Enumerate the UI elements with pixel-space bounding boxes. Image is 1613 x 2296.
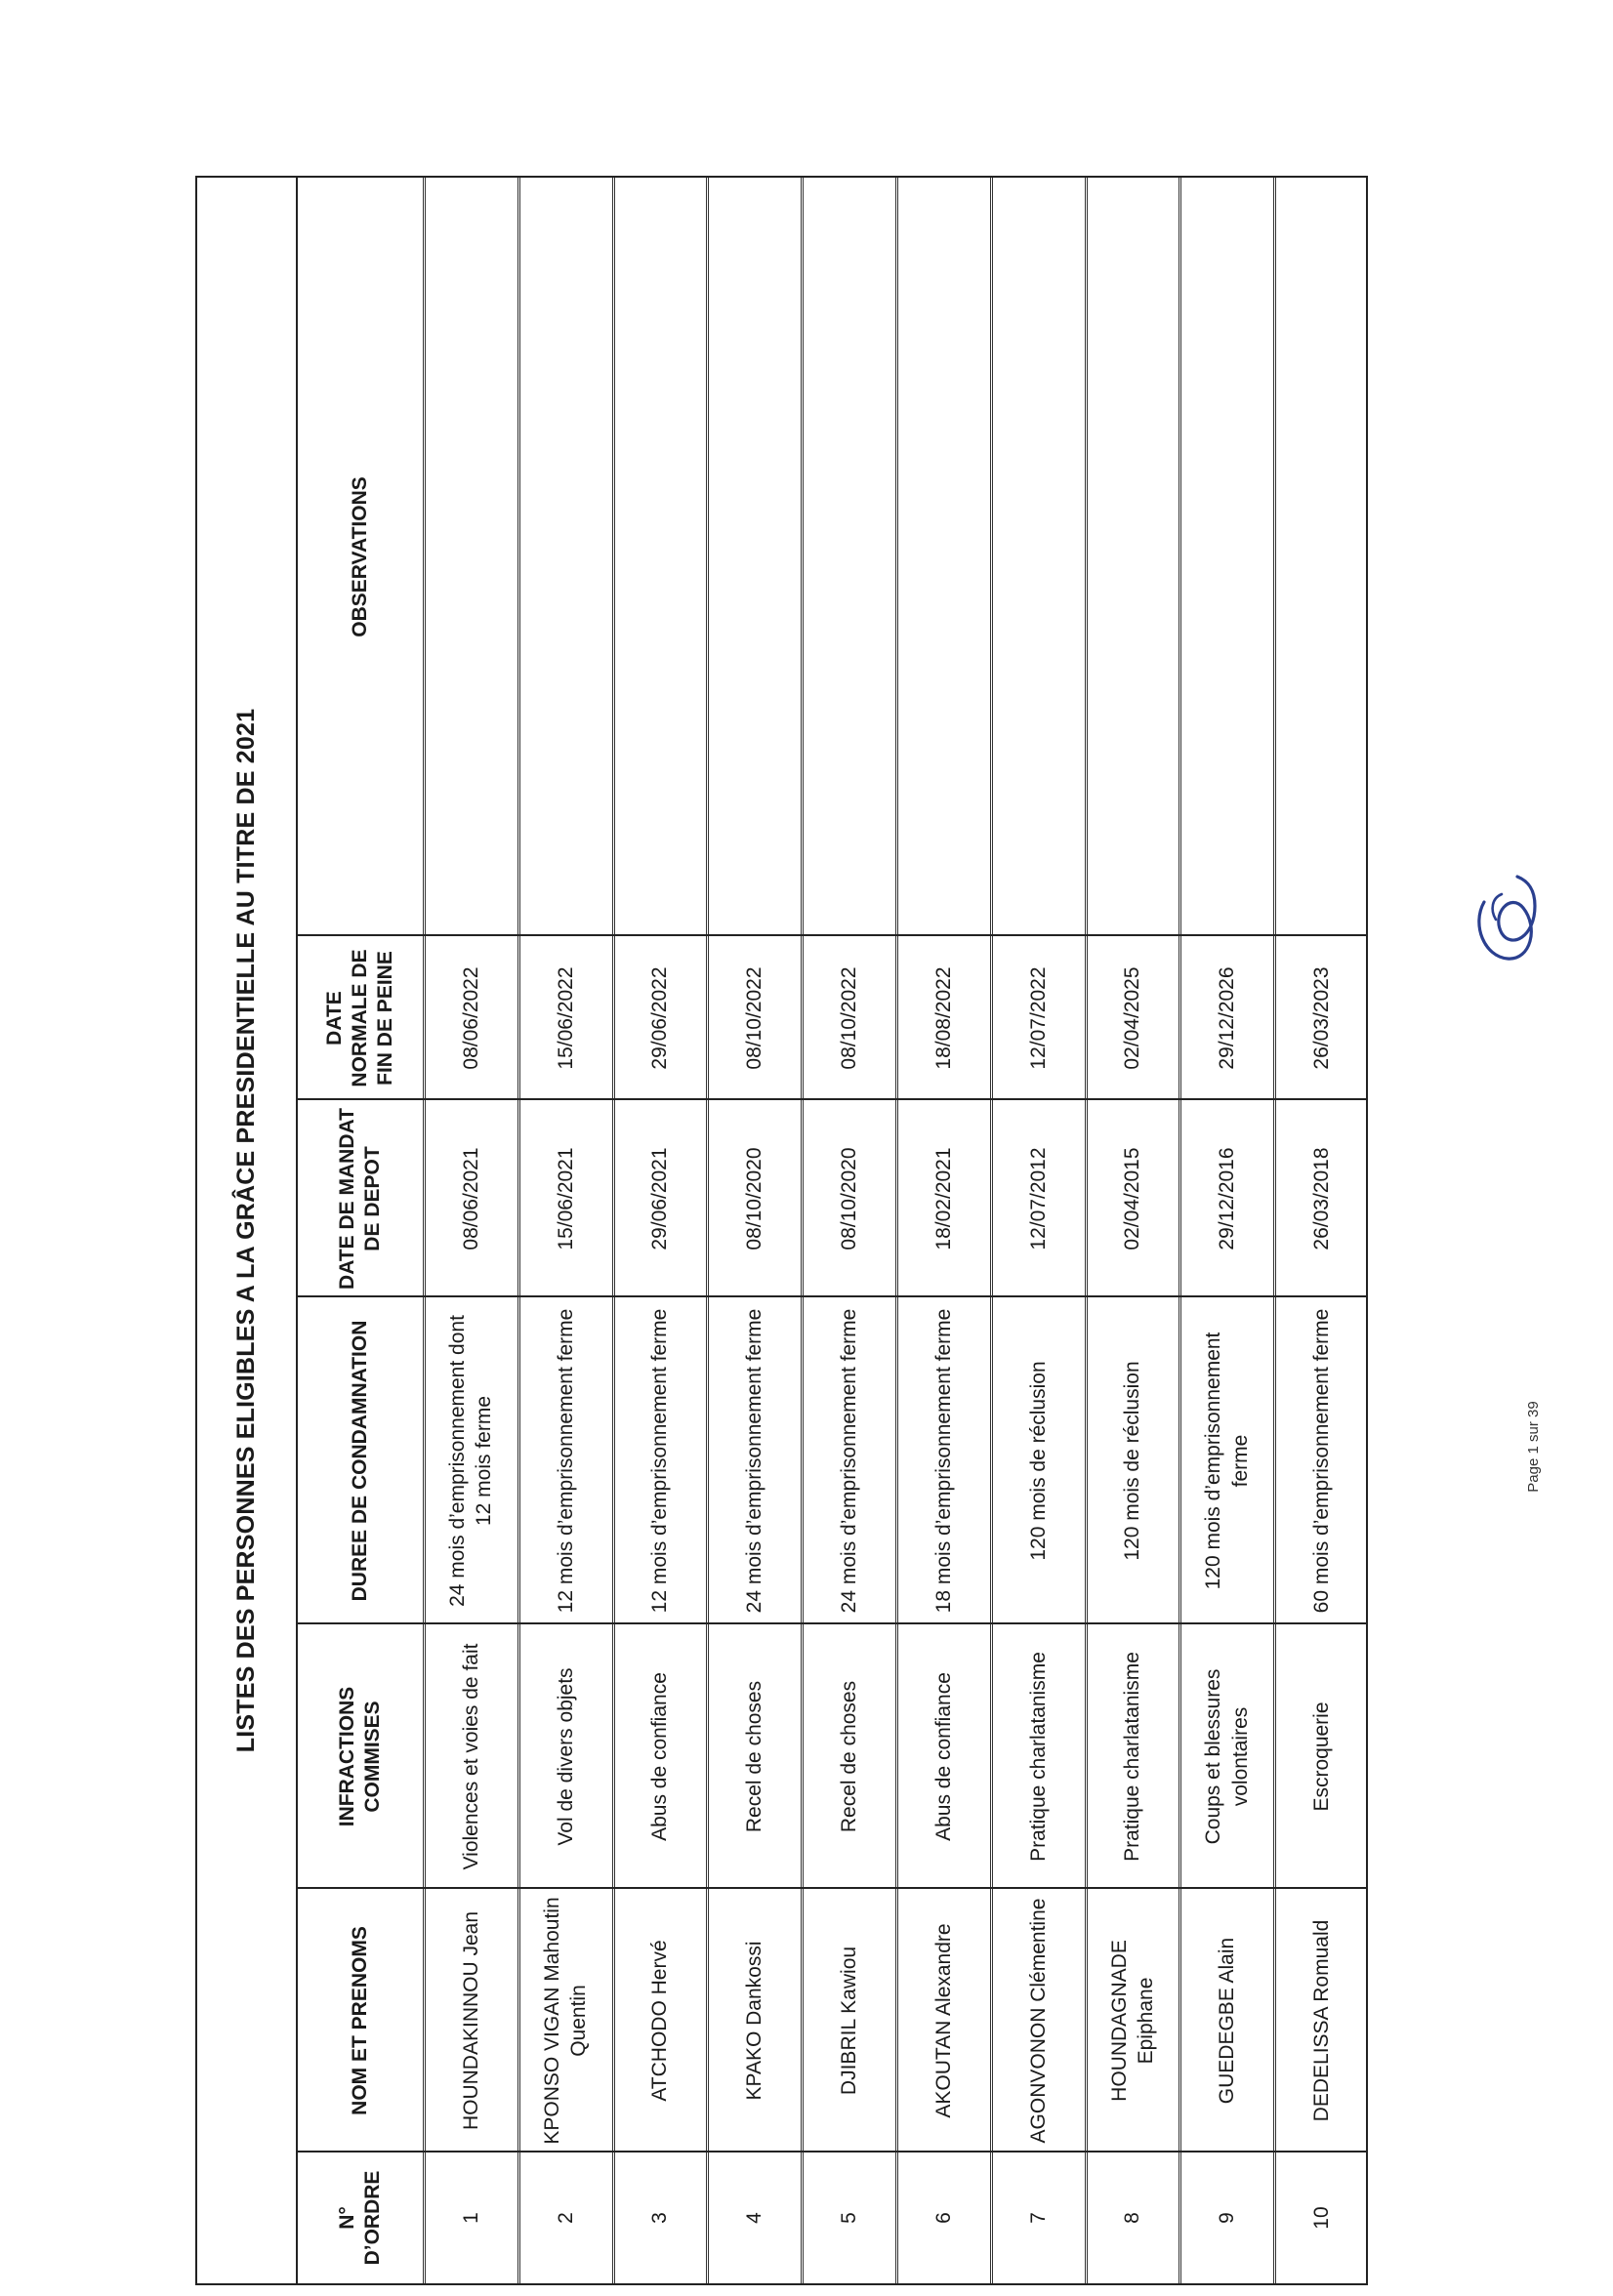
cell-order: 2: [554, 2212, 577, 2224]
cell-order: 8: [1121, 2212, 1144, 2224]
header-order: N° D’ORDRE: [335, 2170, 384, 2266]
cell-mandate-date: 08/06/2021: [459, 1147, 482, 1250]
header-name: NOM ET PRENOMS: [348, 1926, 371, 2115]
cell-offence: Escroquerie: [1309, 1702, 1333, 1812]
header-observations: OBSERVATIONS: [348, 476, 371, 637]
cell-observations: [992, 178, 1085, 936]
cell-name: KPAKO Dankossi: [743, 1941, 766, 2101]
cell-end-date: 18/08/2022: [931, 966, 955, 1070]
cell-mandate-date: 02/04/2015: [1121, 1147, 1144, 1250]
cell-end-date: 08/06/2022: [459, 966, 482, 1070]
column-divider: [298, 934, 1368, 936]
cell-mandate-date: 08/10/2020: [743, 1147, 766, 1250]
cell-name: ATCHODO Hervé: [648, 1940, 672, 2102]
cell-mandate-date: 26/03/2018: [1309, 1147, 1333, 1250]
cell-observations: [425, 178, 517, 936]
header-mandate-date: DATE DE MANDAT DE DEPOT: [335, 1108, 384, 1290]
cell-order: 4: [743, 2212, 766, 2224]
eligibility-table-frame: [195, 176, 1368, 2285]
cell-duration: 120 mois de réclusion: [1026, 1361, 1050, 1561]
cell-order: 6: [931, 2212, 955, 2224]
cell-mandate-date: 29/12/2016: [1216, 1147, 1239, 1250]
cell-order: 3: [648, 2212, 672, 2224]
cell-name: AGONVONON Clémentine: [1026, 1898, 1050, 2144]
cell-observations: [1087, 178, 1179, 936]
cell-name: HOUNDAKINNOU Jean: [459, 1910, 482, 2131]
cell-observations: [803, 178, 895, 936]
column-divider: [298, 1295, 1368, 1297]
cell-duration: 120 mois de réclusion: [1121, 1361, 1144, 1561]
cell-duration: 24 mois d’emprisonnement ferme: [837, 1308, 860, 1614]
cell-offence: Abus de confiance: [931, 1672, 955, 1841]
header-end-date: DATE NORMALE DE FIN DE PEINE: [322, 949, 397, 1087]
header-offence: INFRACTIONS COMMISES: [335, 1686, 384, 1827]
cell-mandate-date: 15/06/2021: [554, 1147, 577, 1250]
cell-offence: Abus de confiance: [648, 1672, 672, 1841]
cell-name: KPONSO VIGAN Mahoutin Quentin: [540, 1897, 591, 2145]
cell-order: 7: [1026, 2212, 1050, 2224]
cell-name: HOUNDAGNADE Epiphane: [1107, 1940, 1157, 2102]
document-title: LISTES DES PERSONNES ELIGIBLES A LA GRÂCE PRESIDENTIELLE AU TITRE DE 2021: [197, 178, 298, 2283]
cell-end-date: 02/04/2025: [1121, 966, 1144, 1070]
cell-end-date: 26/03/2023: [1309, 966, 1333, 1070]
cell-duration: 24 mois d’emprisonnement ferme: [743, 1308, 766, 1614]
page-number: Page 1 sur 39: [1525, 1401, 1542, 1493]
cell-mandate-date: 12/07/2012: [1026, 1147, 1050, 1250]
cell-observations: [897, 178, 990, 936]
handwritten-initials: [1467, 871, 1554, 978]
cell-offence: Recel de choses: [743, 1680, 766, 1833]
cell-observations: [1180, 178, 1273, 936]
cell-duration: 12 mois d’emprisonnement ferme: [554, 1308, 577, 1614]
cell-offence: Coups et blessures volontaires: [1202, 1668, 1252, 1845]
cell-end-date: 12/07/2022: [1026, 966, 1050, 1070]
cell-end-date: 29/06/2022: [648, 966, 672, 1070]
cell-order: 9: [1216, 2212, 1239, 2224]
cell-end-date: 08/10/2022: [743, 966, 766, 1070]
cell-name: DEDELISSA Romuald: [1309, 1919, 1333, 2122]
cell-offence: Pratique charlatanisme: [1121, 1652, 1144, 1862]
cell-mandate-date: 08/10/2020: [837, 1147, 860, 1250]
cell-order: 1: [459, 2212, 482, 2224]
column-divider: [298, 1887, 1368, 1889]
cell-duration: 120 mois d’emprisonnement ferme: [1202, 1332, 1252, 1590]
cell-order: 5: [837, 2212, 860, 2224]
cell-duration: 18 mois d’emprisonnement ferme: [931, 1308, 955, 1614]
cell-mandate-date: 18/02/2021: [931, 1147, 955, 1250]
cell-offence: Violences et voies de fait: [459, 1643, 482, 1870]
cell-name: AKOUTAN Alexandre: [931, 1923, 955, 2118]
cell-end-date: 15/06/2022: [554, 966, 577, 1070]
column-divider: [298, 1098, 1368, 1100]
cell-duration: 12 mois d’emprisonnement ferme: [648, 1308, 672, 1614]
cell-end-date: 08/10/2022: [837, 966, 860, 1070]
cell-offence: Pratique charlatanisme: [1026, 1652, 1050, 1862]
cell-duration: 24 mois d’emprisonnement dont 12 mois ferme: [446, 1315, 496, 1607]
cell-observations: [519, 178, 612, 936]
header-duration: DUREE DE CONDAMNATION: [348, 1320, 371, 1602]
cell-observations: [708, 178, 801, 936]
cell-order: 10: [1309, 2206, 1333, 2230]
cell-end-date: 29/12/2026: [1216, 966, 1239, 1070]
cell-offence: Vol de divers objets: [554, 1667, 577, 1846]
column-divider: [298, 2151, 1368, 2152]
cell-mandate-date: 29/06/2021: [648, 1147, 672, 1250]
cell-observations: [614, 178, 707, 936]
column-divider: [298, 1622, 1368, 1624]
cell-name: GUEDEGBE Alain: [1216, 1937, 1239, 2105]
cell-observations: [1275, 178, 1368, 936]
cell-duration: 60 mois d’emprisonnement ferme: [1309, 1308, 1333, 1614]
cell-offence: Recel de choses: [837, 1680, 860, 1833]
cell-name: DJIBRIL Kawiou: [837, 1946, 860, 2096]
